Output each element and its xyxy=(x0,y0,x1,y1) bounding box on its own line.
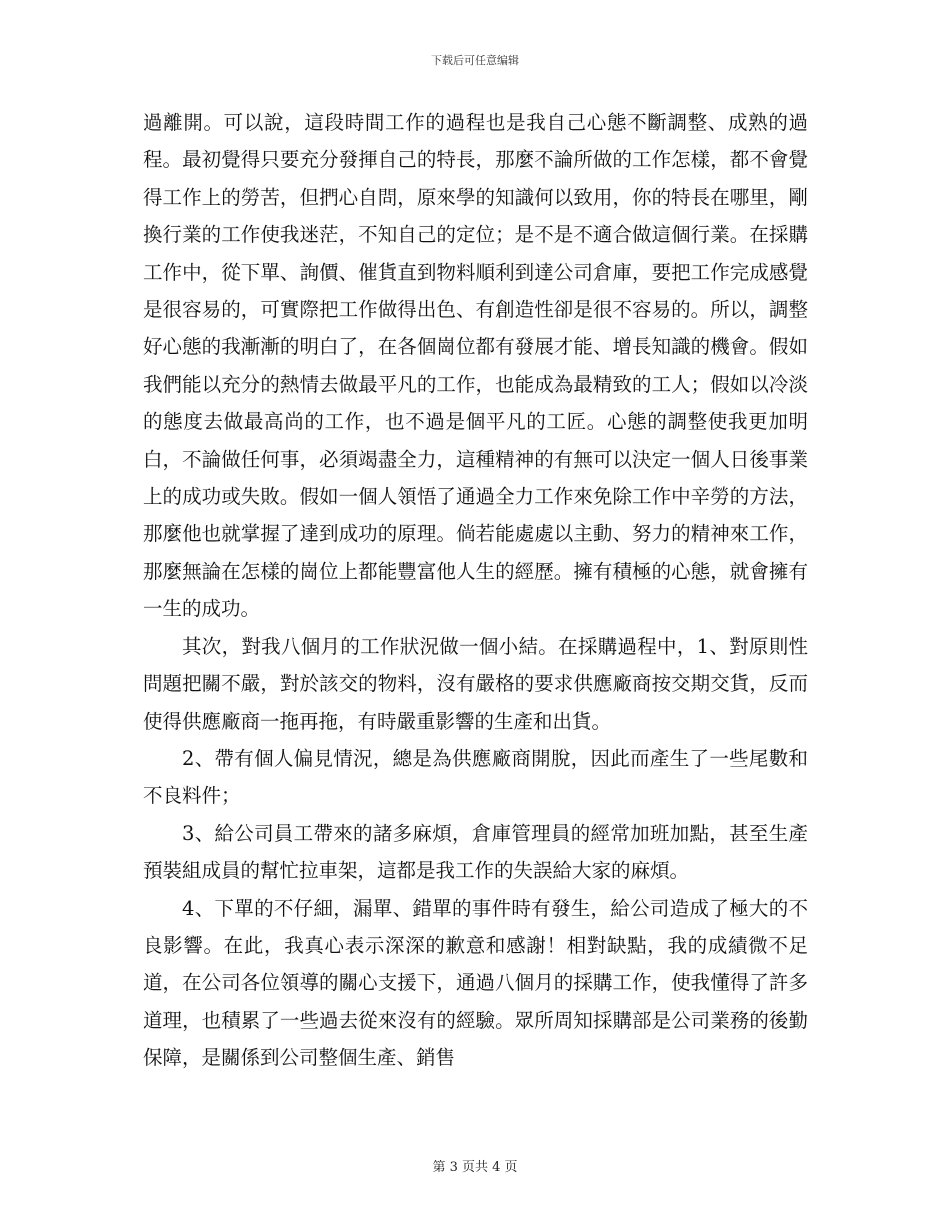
page-number: 第 3 页共 4 页 xyxy=(432,1160,518,1175)
page-header-note: 下载后可任意编辑 xyxy=(431,54,519,67)
paragraph-item-3: 3、給公司員工帶來的諸多麻煩，倉庫管理員的經常加班加點，甚至生產預裝組成員的幫忙拉車架，這都是我工作的失誤給大家的麻煩。 xyxy=(143,821,808,883)
paragraph-item-2: 2、帶有個人偏見情況，總是為供應廠商開脫，因此而產生了一些尾數和不良料件； xyxy=(143,746,808,808)
paragraph-summary: 其次，對我八個月的工作狀況做一個小結。在採購過程中，1、對原則性問題把關不嚴，對於該交的物料，沒有嚴格的要求供應廠商按交期交貨，反而使得供應廠商一拖再拖，有時嚴重影響的生產和出貨。 xyxy=(143,634,808,733)
document-body xyxy=(143,104,808,1077)
paragraph-item-4: 4、下單的不仔細，漏單、錯單的事件時有發生，給公司造成了極大的不良影響。在此，我真心表示深深的歉意和感謝！相對缺點，我的成績微不足道，在公司各位領導的關心支援下，通過八個月的採購工作，使我懂得了許多道理，也積累了一些過去從來沒有的經驗。眾所周知採購部是公司業務的後勤保障，是關係到公司整個生產、銷售 xyxy=(143,896,808,1070)
paragraph-continued: 過離開。可以說，這段時間工作的過程也是我自己心態不斷調整、成熟的過程。最初覺得只要充分發揮自己的特長，那麼不論所做的工作怎樣，都不會覺得工作上的勞苦，但捫心自問，原來學的知識何以致用，你的特長在哪里，剛換行業的工作使我迷茫，不知自己的定位；是不是不適合做這個行業。在採購工作中，從下單、詢價、催貨直到物料順利到達公司倉庫，要把工作完成感覺是很容易的，可實際把工作做得出色、有創造性卻是很不容易的。所以，調整好心態的我漸漸的明白了，在各個崗位都有發展才能、增長知識的機會。假如我們能以充分的熱情去做最平凡的工作，也能成為最精致的工人；假如以冷淡的態度去做最高尚的工作，也不過是個平凡的工匠。心態的調整使我更加明白，不論做任何事，必須竭盡全力，這種精神的有無可以決定一個人日後事業上的成功或失敗。假如一個人領悟了通過全力工作來免除工作中辛勞的方法，那麼他也就掌握了達到成功的原理。倘若能處處以主動、努力的精神來工作，那麼無論在怎樣的崗位上都能豐富他人生的經歷。擁有積極的心態，就會擁有一生的成功。 xyxy=(143,111,808,621)
